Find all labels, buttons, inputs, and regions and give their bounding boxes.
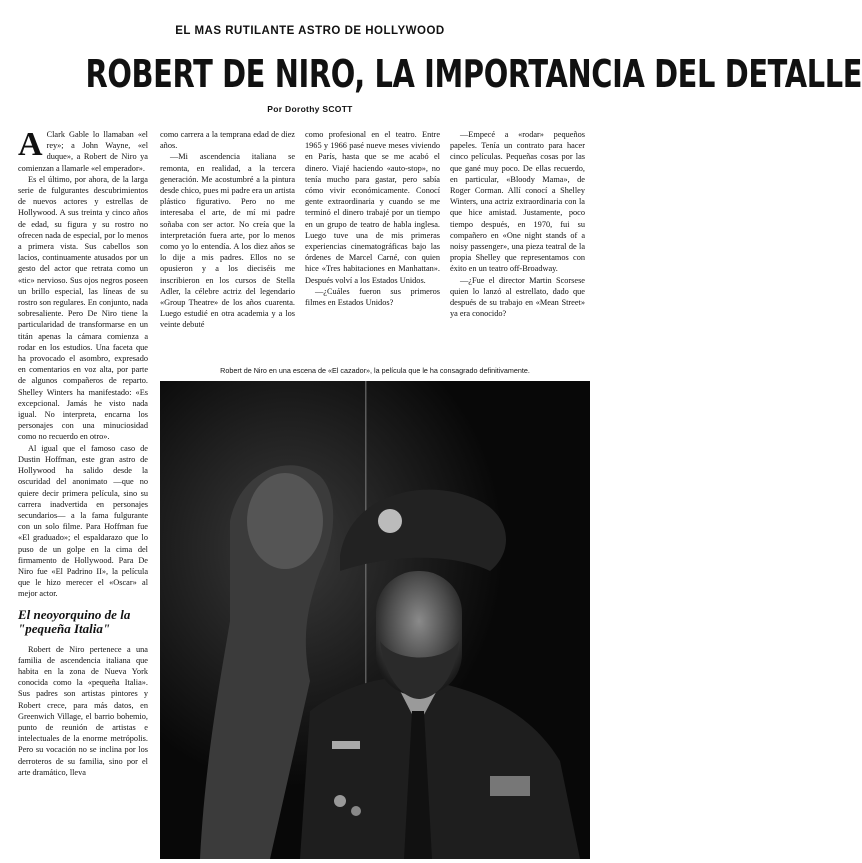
photo-robert-de-niro [160,381,590,859]
headline: ROBERT DE NIRO, LA IMPORTANCIA DEL DETALLE [85,52,862,96]
column-3 [305,129,440,364]
paragraph: Robert de Niro pertenece a una familia de ascendencia italiana que habita en la zona de Nueva York conocida como la «pequeña Italia». Sus padres son artistas pintores y Robert crece, para más datos, en Greenwich Village, el barrio bohemio, punto de reunión de artistas e intelectuales de la enorme metrópolis. Pero su vocación no se inclina por los derroteros de su familia, sino por el arte dramático, lleva [18,644,148,777]
beret-badge [378,509,402,533]
photo-illustration [160,381,590,859]
photo-caption: Robert de Niro en una escena de «El cazador», la película que le ha consagrado definitivamente. [220,366,530,375]
column-4 [450,129,585,364]
paragraph: —Mi ascendencia italiana se remonta, en realidad, a la tercera generación. Me acostumbré a la pintura desde chico, pues mi padre era un artista plástico figurativo. Pero no me interesaba el arte, de mí mi padre soñaba con ser actor. No creía que la interpretación fuera arte, por lo menos como yo lo entendía. A los diez años se lo dije a mis padres. Ellos no se opusieron y a los dieciséis me inscribieron en los cursos de Stella Adler, la célebre actriz del legendario «Group Theatre» de los años cuarenta. Luego estudié en otra academia y a los veinte debuté [160,152,295,330]
column-2 [160,129,295,364]
drop-cap: A [18,126,43,163]
paragraph: —¿Fue el director Martin Scorsese quien lo lanzó al estrellato, dado que después de su trabajo en «Mean Street» ya era conocido? [450,275,585,319]
section-subhead: El neoyorquino de la "pequeña Italia" [18,606,131,636]
paragraph: Al igual que el famoso caso de Dustin Hoffman, este gran astro de Hollywood ha salido desde la oscuridad del anonimato —que no quiere decir primera película, sino su carrera inadvertida en personajes secundarios— a la fama fulgurante con un solo filme. Para Hoffman fue «El graduado»; el espaldarazo que lo puso de un golpe en la cima del firmamento de Hollywood. Para De Niro fue «El Padrino II», la película que le hizo merecer el «Oscar» al mejor actor. [18,443,148,599]
medal [351,806,361,816]
paragraph: como profesional en el teatro. Entre 1965 y 1966 pasé nueve meses viviendo en París, hasta que se me acabó el dinero. Viajé haciendo «auto-stop», no tenía mucho para gastar, pero sabía cómo vivir económicamente. Conocí gente extraordinaria y cuando se me terminó el dinero trabajé por un tiempo en un grupo de teatro de habla inglesa. Luego tuve una de mis primeras experiencias cinematográficas bajo las órdenes de Marcel Carné, con quien hice «Tres habitaciones en Manhattan». Después volví a los Estados Unidos. [305,130,440,285]
paragraph: como carrera a la temprana edad de diez años. [160,130,295,151]
background-figure-head [247,473,323,569]
intro-paragraph [18,126,148,174]
name-tag [332,741,360,749]
kicker: EL MAS RUTILANTE ASTRO DE HOLLYWOOD [175,25,445,37]
medal [334,795,346,807]
intro-text: Clark Gable lo llamaban «el rey»; a John Wayne, «el duque», a Robert de Niro ya comienzan a llamarle «el emperador». [18,130,148,173]
paragraph: —Empecé a «rodar» pequeños papeles. Tenía un contrato para hacer cinco películas. Pequeñas cosas por las que gané muy poco. De ellas recuerdo, en particular, «Bloody Mama», de Roger Corman. Allí conocí a Shelley Winters, una actriz extraordinaria con la que hice amistad. Justamente, poco tiempo después, en 1970, fui su compañero en «One night stands of a noisy passenger», una pieza teatral de la propia Shelley que representamos con éxito en un teatro off-Broadway. [450,130,585,274]
paragraph: —¿Cuáles fueron sus primeros filmes en Estados Unidos? [305,286,440,308]
column-1 [18,126,148,849]
byline: Por Dorothy SCOTT [267,104,353,114]
paragraph: Es el último, por ahora, de la larga serie de fulgurantes descubrimientos de nuevos actores y estrellas de Hollywood. A sus treinta y cinco años de edad, su figura y su rostro no ofrecen nada de especial, por lo menos a primera vista. Sus cabellos son lacios, continuamente atusados por un gesto del actor que retrata como un «tic» nervioso. Sus ojos negros poseen un brillo especial, las líneas de su rostro son regulares. En conjunto, nada sobresaliente. Pero De Niro tiene la particularidad de transformarse en un titán apenas la cámara comienza a rodar en los estudios. Una faceta que ha provocado el asombro, expresado en comentarios en voz alta, por parte de algunos compañeros de reparto. Shelley Winters ha manifestado: «Es excepcional. Jamás he visto nada igual. No interpreta, encarna los personajes con una minuciosidad como no recuerdo en otro». [18,174,148,442]
insignia-patch [490,776,530,796]
